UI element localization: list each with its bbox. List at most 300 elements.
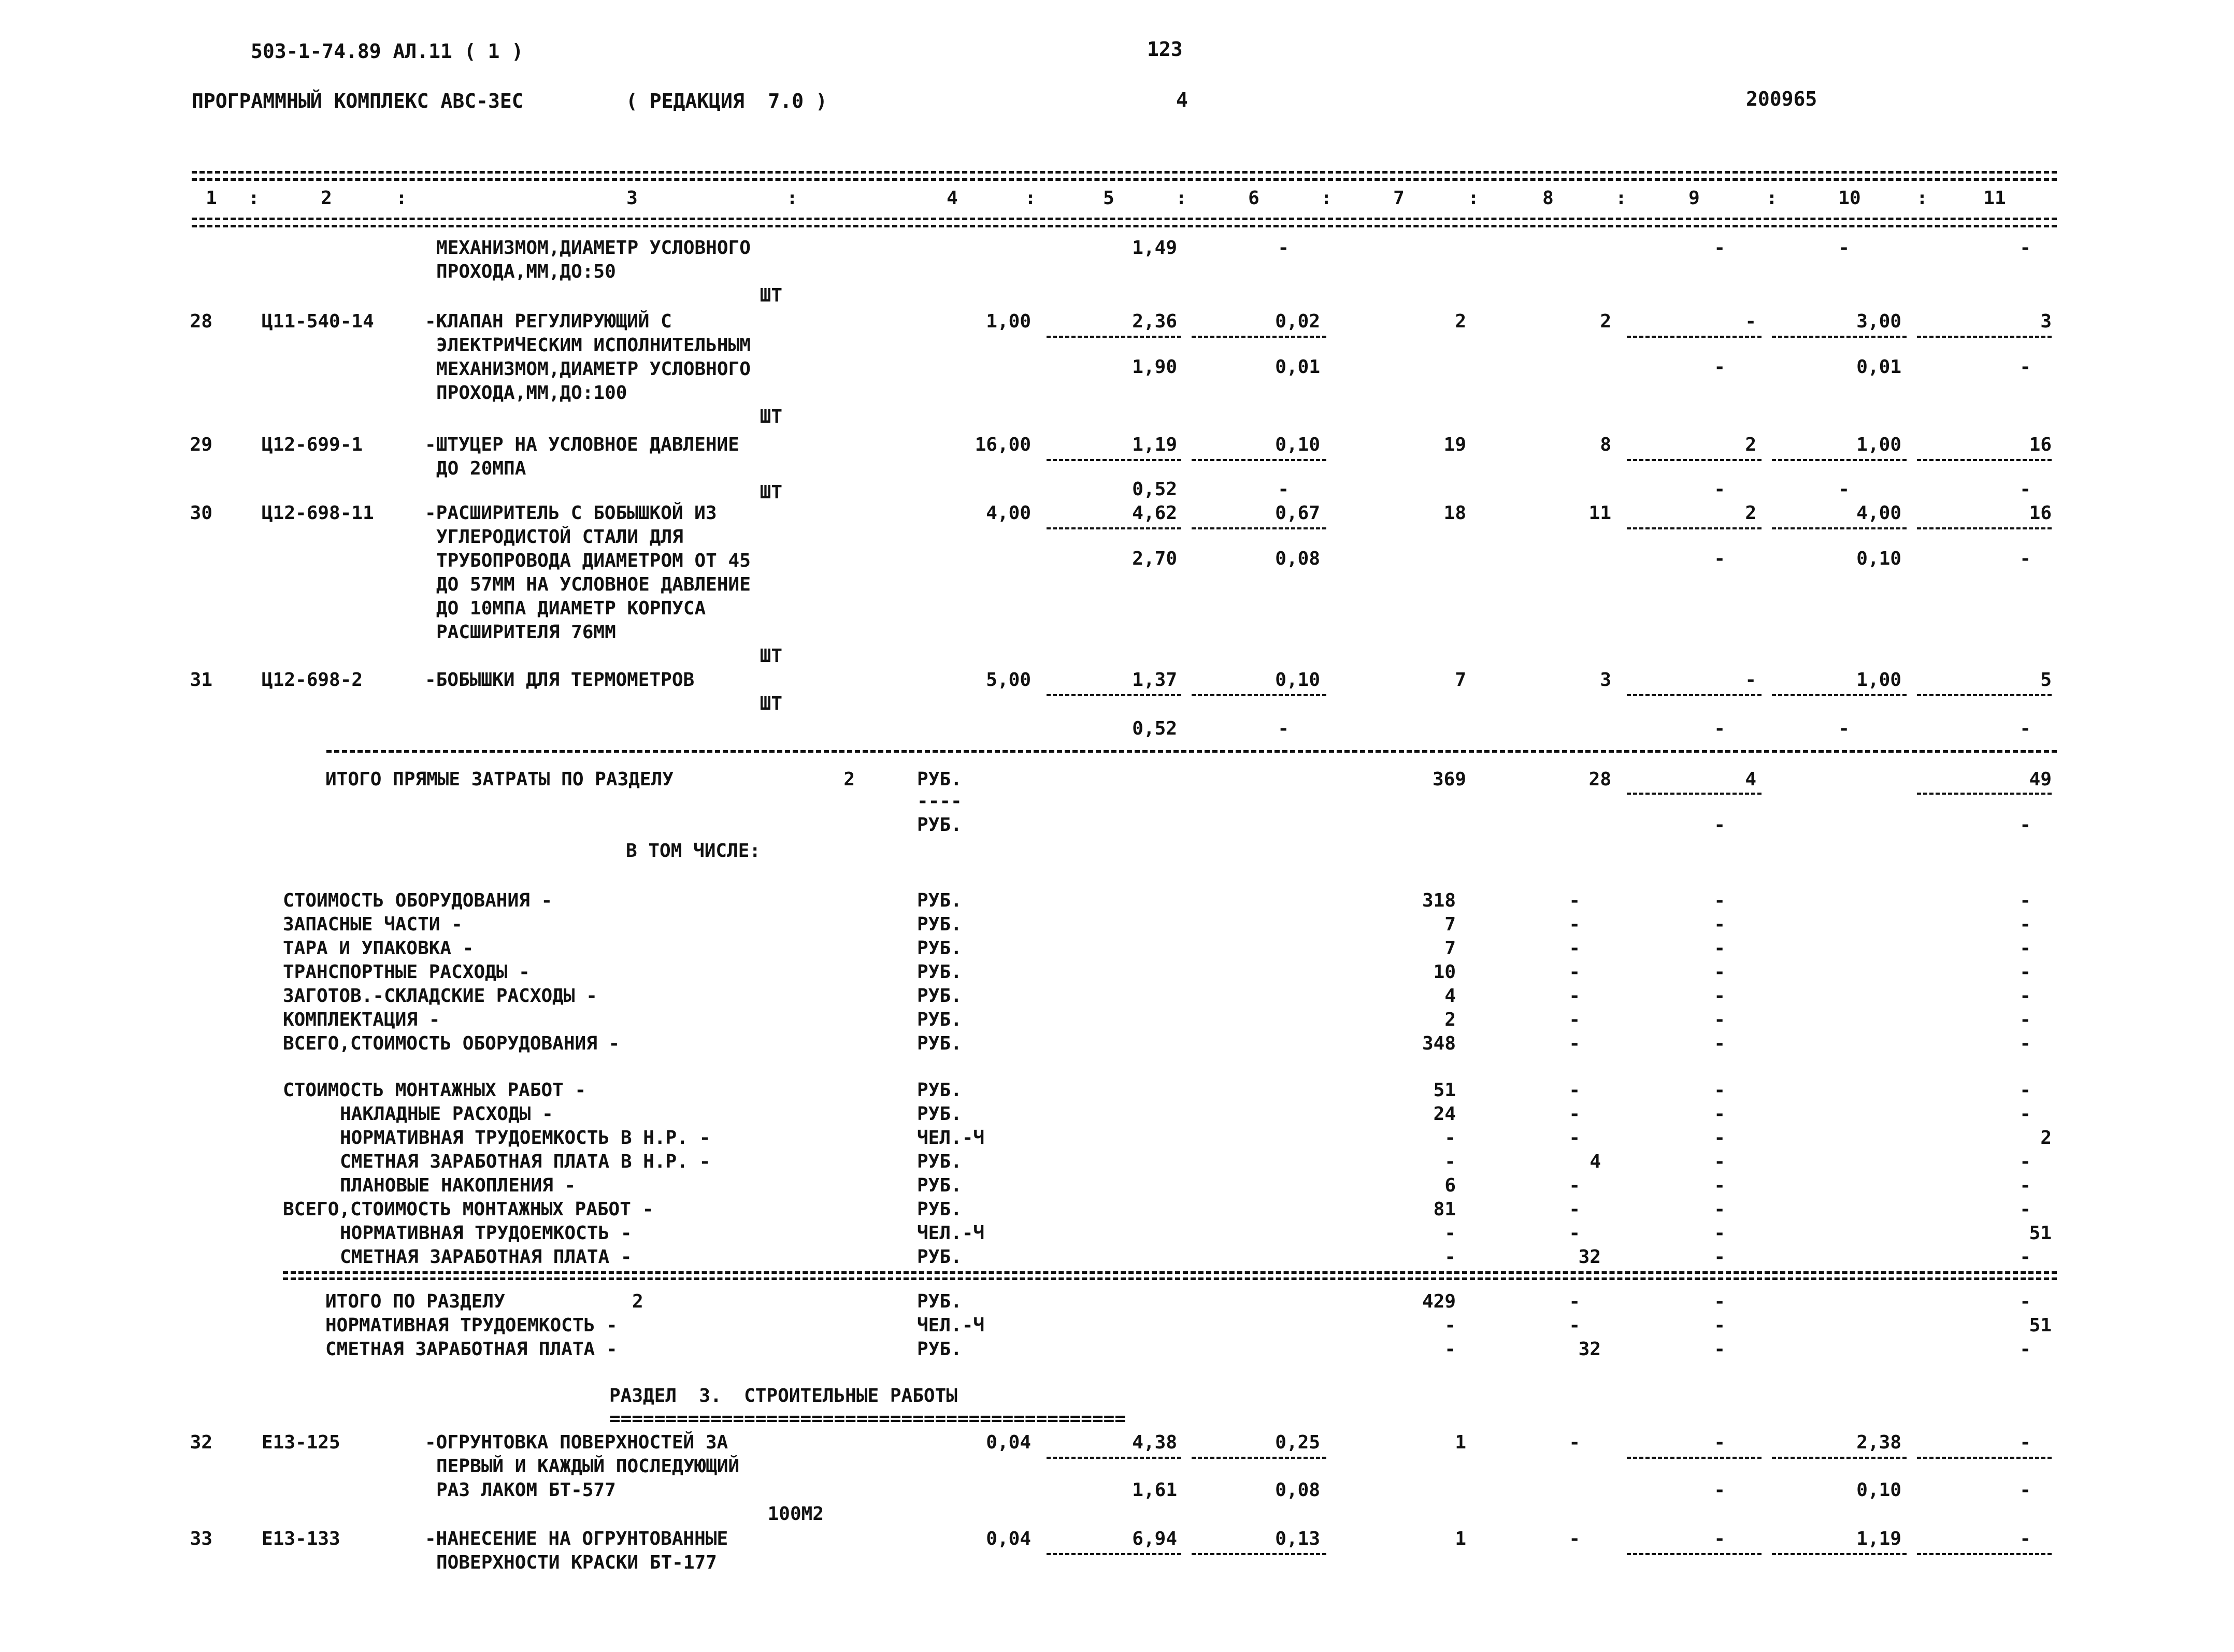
sub-rule-c11 xyxy=(1917,336,2052,338)
column-header-9: 9 xyxy=(1688,188,1700,209)
installation-summary-3-label: СМЕТНАЯ ЗАРАБОТНАЯ ПЛАТА В Н.Р. - xyxy=(340,1151,711,1172)
column-separator: : xyxy=(1468,188,1479,209)
section-total-number: 2 xyxy=(843,769,855,790)
item-4-total-wage: 3 xyxy=(1600,669,1611,691)
equipment-summary-0-col7: 318 xyxy=(1422,890,1456,911)
column-separator: : xyxy=(1025,188,1036,209)
equipment-summary-3-col9: - xyxy=(1714,961,1725,983)
section3-item-0-desc-line: ПЕРВЫЙ И КАЖДЫЙ ПОСЛЕДУЮЩИЙ xyxy=(436,1456,740,1477)
installation-summary-6-col8: - xyxy=(1569,1223,1580,1244)
item-1-quantity: 1,00 xyxy=(986,311,1031,332)
equipment-summary-6-label: ВСЕГО,СТОИМОСТЬ ОБОРУДОВАНИЯ - xyxy=(283,1033,620,1054)
column-header-8: 8 xyxy=(1542,188,1554,209)
header-bottom-rule-2 xyxy=(192,225,2057,227)
section-total-top-rule xyxy=(326,750,2057,753)
final-total-2-label: СМЕТНАЯ ЗАРАБОТНАЯ ПЛАТА - xyxy=(325,1339,618,1360)
item-3-number: 30 xyxy=(190,502,212,524)
item-1-col10: 3,00 xyxy=(1856,311,1901,332)
installation-summary-4-col7: 6 xyxy=(1444,1175,1456,1196)
installation-summary-6-unit: ЧЕЛ.-Ч xyxy=(917,1223,985,1244)
including-label: В ТОМ ЧИСЛЕ: xyxy=(626,840,761,861)
installation-summary-0-label: СТОИМОСТЬ МОНТАЖНЫХ РАБОТ - xyxy=(283,1080,586,1101)
equipment-summary-0-col11: - xyxy=(2020,890,2031,911)
equipment-summary-6-col7: 348 xyxy=(1422,1033,1456,1054)
item-3-unit-cost-total: 4,62 xyxy=(1132,502,1177,524)
installation-summary-4-unit: РУБ. xyxy=(917,1175,962,1196)
equipment-summary-5-unit: РУБ. xyxy=(917,1009,962,1030)
installation-summary-3-col9: - xyxy=(1714,1151,1725,1172)
item-4-col9b: - xyxy=(1714,718,1725,739)
section-total-label: ИТОГО ПРЯМЫЕ ЗАТРАТЫ ПО РАЗДЕЛУ xyxy=(325,769,674,790)
item-0-desc-line: ПРОХОДА,ММ,ДО:50 xyxy=(436,261,616,282)
equipment-summary-6-col11: - xyxy=(2020,1033,2031,1054)
item-1-code: Ц11-540-14 xyxy=(262,311,374,332)
item-1-desc-line: МЕХАНИЗМОМ,ДИАМЕТР УСЛОВНОГО xyxy=(436,358,751,380)
equipment-summary-2-label: ТАРА И УПАКОВКА - xyxy=(283,938,474,959)
column-separator: : xyxy=(396,188,407,209)
column-separator: : xyxy=(1176,188,1187,209)
final-total-1-col7: - xyxy=(1444,1315,1456,1336)
program-edition: ( РЕДАКЦИЯ 7.0 ) xyxy=(626,90,827,112)
section3-item-1-desc-line: -НАНЕСЕНИЕ НА ОГРУНТОВАННЫЕ xyxy=(425,1528,728,1549)
item-1-unit-cost-wage: 0,02 xyxy=(1275,311,1320,332)
equipment-summary-0-col9: - xyxy=(1714,890,1725,911)
section3-item-0-code: Е13-125 xyxy=(262,1432,340,1453)
item-4-col9: - xyxy=(1745,669,1756,691)
equipment-summary-5-col9: - xyxy=(1714,1009,1725,1030)
column-separator: : xyxy=(1615,188,1627,209)
installation-summary-1-unit: РУБ. xyxy=(917,1103,962,1125)
section3-item-1-code: Е13-133 xyxy=(262,1528,340,1549)
column-header-2: 2 xyxy=(321,188,332,209)
equipment-summary-5-col8: - xyxy=(1569,1009,1580,1030)
item-2-code: Ц12-699-1 xyxy=(262,434,363,455)
item-1-desc-line: ЭЛЕКТРИЧЕСКИМ ИСПОЛНИТЕЛЬНЫМ xyxy=(436,335,751,356)
installation-summary-1-col7: 24 xyxy=(1433,1103,1456,1125)
item-0-col10b: - xyxy=(1838,237,1850,258)
final-total-top-rule xyxy=(283,1271,2057,1274)
sub-rule-c9 xyxy=(1627,336,1762,338)
program-name: ПРОГРАММНЫЙ КОМПЛЕКС АВС-3ЕС xyxy=(192,90,524,112)
section-total-col7: 369 xyxy=(1432,769,1466,790)
item-3-col10b: 0,10 xyxy=(1856,548,1901,569)
item-3-machinist-wage: 0,08 xyxy=(1275,548,1320,569)
item-1-col11: 3 xyxy=(2040,311,2052,332)
item-4-machine-cost: 0,52 xyxy=(1132,718,1177,739)
section3-item-1-quantity: 0,04 xyxy=(986,1528,1031,1549)
section3-item-1-unit-cost-total: 6,94 xyxy=(1132,1528,1177,1549)
item-3-quantity: 4,00 xyxy=(986,502,1031,524)
final-total-0-col9: - xyxy=(1714,1291,1725,1312)
item-2-col11: 16 xyxy=(2029,434,2052,455)
item-3-code: Ц12-698-11 xyxy=(262,502,374,524)
equipment-summary-1-label: ЗАПАСНЫЕ ЧАСТИ - xyxy=(283,914,463,935)
item-3-desc-line: УГЛЕРОДИСТОЙ СТАЛИ ДЛЯ xyxy=(436,526,683,548)
installation-summary-0-col7: 51 xyxy=(1433,1080,1456,1101)
column-header-4: 4 xyxy=(947,188,958,209)
equipment-summary-2-col8: - xyxy=(1569,938,1580,959)
sub-rule-c9 xyxy=(1627,527,1762,529)
item-1-total-cost: 2 xyxy=(1455,311,1466,332)
item-2-machinist-wage: - xyxy=(1278,479,1289,500)
final-total-1-col9: - xyxy=(1714,1315,1725,1336)
item-2-col9: 2 xyxy=(1745,434,1756,455)
item-4-total-cost: 7 xyxy=(1455,669,1466,691)
sub-rule-c10 xyxy=(1772,694,1907,696)
equipment-summary-2-col7: 7 xyxy=(1444,938,1456,959)
installation-summary-4-label: ПЛАНОВЫЕ НАКОПЛЕНИЯ - xyxy=(340,1175,576,1196)
section-total-unit-2: РУБ. xyxy=(917,814,962,836)
sub-rule-c10 xyxy=(1772,459,1907,461)
section3-item-1-total-cost: 1 xyxy=(1455,1528,1466,1549)
installation-summary-7-label: СМЕТНАЯ ЗАРАБОТНАЯ ПЛАТА - xyxy=(340,1246,632,1268)
final-total-section-number: 2 xyxy=(632,1291,643,1312)
installation-summary-2-label: НОРМАТИВНАЯ ТРУДОЕМКОСТЬ В Н.Р. - xyxy=(340,1127,711,1148)
sub-rule-c5 xyxy=(1047,694,1181,696)
equipment-summary-1-col8: - xyxy=(1569,914,1580,935)
column-header-7: 7 xyxy=(1393,188,1405,209)
item-3-desc-line: ДО 10МПА ДИАМЕТР КОРПУСА xyxy=(436,598,706,619)
section3-item-0-col9b: - xyxy=(1714,1479,1725,1501)
sub-rule-c11 xyxy=(1917,1457,2052,1459)
column-header-11: 11 xyxy=(1983,188,2006,209)
column-separator: : xyxy=(1916,188,1928,209)
section3-item-0-desc-line: -ОГРУНТОВКА ПОВЕРХНОСТЕЙ ЗА xyxy=(425,1432,728,1453)
final-total-0-label: ИТОГО ПО РАЗДЕЛУ xyxy=(325,1291,505,1312)
item-0-machinist-wage: - xyxy=(1278,237,1289,258)
sub-rule-c6 xyxy=(1192,336,1326,338)
item-3-unit-cost-wage: 0,67 xyxy=(1275,502,1320,524)
final-total-2-col7: - xyxy=(1444,1339,1456,1360)
section3-item-0-col9: - xyxy=(1714,1432,1725,1453)
item-1-total-wage: 2 xyxy=(1600,311,1611,332)
final-total-0-unit: РУБ. xyxy=(917,1291,962,1312)
item-1-desc-line: -КЛАПАН РЕГУЛИРУЮЩИЙ С xyxy=(425,311,672,332)
item-1-desc-line: ПРОХОДА,ММ,ДО:100 xyxy=(436,382,627,404)
item-1-unit-cost-total: 2,36 xyxy=(1132,311,1177,332)
section-3-underline: ============================================== xyxy=(609,1408,1126,1429)
installation-summary-2-col8: - xyxy=(1569,1127,1580,1148)
installation-summary-1-col9: - xyxy=(1714,1103,1725,1125)
equipment-summary-2-col11: - xyxy=(2020,938,2031,959)
equipment-summary-6-unit: РУБ. xyxy=(917,1033,962,1054)
item-3-desc-line: РАСШИРИТЕЛЯ 76ММ xyxy=(436,622,616,643)
equipment-summary-1-col11: - xyxy=(2020,914,2031,935)
item-3-col11: 16 xyxy=(2029,502,2052,524)
final-total-1-col8: - xyxy=(1569,1315,1580,1336)
item-2-quantity: 16,00 xyxy=(975,434,1031,455)
item-3-machine-cost: 2,70 xyxy=(1132,548,1177,569)
equipment-summary-2-unit: РУБ. xyxy=(917,938,962,959)
equipment-summary-6-col8: - xyxy=(1569,1033,1580,1054)
sub-rule-c6 xyxy=(1192,694,1326,696)
installation-summary-7-unit: РУБ. xyxy=(917,1246,962,1268)
column-separator: : xyxy=(1766,188,1778,209)
installation-summary-3-col7: - xyxy=(1444,1151,1456,1172)
sub-rule-c11 xyxy=(1917,793,2052,795)
installation-summary-3-unit: РУБ. xyxy=(917,1151,962,1172)
final-total-0-col7: 429 xyxy=(1422,1291,1456,1312)
item-0-col11b: - xyxy=(2020,237,2031,258)
item-4-col10: 1,00 xyxy=(1856,669,1901,691)
item-3-col9: 2 xyxy=(1745,502,1756,524)
section3-item-0-col10b: 0,10 xyxy=(1856,1479,1901,1501)
installation-summary-4-col8: - xyxy=(1569,1175,1580,1196)
section3-item-0-unit: 100М2 xyxy=(767,1503,824,1525)
equipment-summary-5-col7: 2 xyxy=(1444,1009,1456,1030)
sub-rule-c10 xyxy=(1772,1457,1907,1459)
item-4-code: Ц12-698-2 xyxy=(262,669,363,691)
sub-rule-c9 xyxy=(1627,459,1762,461)
equipment-summary-4-unit: РУБ. xyxy=(917,985,962,1007)
item-2-machine-cost: 0,52 xyxy=(1132,479,1177,500)
sub-rule-c10 xyxy=(1772,1553,1907,1555)
item-2-unit-cost-total: 1,19 xyxy=(1132,434,1177,455)
item-4-desc-line: -БОБЫШКИ ДЛЯ ТЕРМОМЕТРОВ xyxy=(425,669,695,691)
sheet-number: 4 xyxy=(1176,89,1188,111)
item-0-unit: ШТ xyxy=(760,285,782,306)
item-1-col9b: - xyxy=(1714,356,1725,378)
equipment-summary-2-col9: - xyxy=(1714,938,1725,959)
header-bottom-rule xyxy=(192,218,2057,220)
equipment-summary-4-label: ЗАГОТОВ.-СКЛАДСКИЕ РАСХОДЫ - xyxy=(283,985,597,1007)
sub-rule-c9 xyxy=(1627,1457,1762,1459)
item-4-number: 31 xyxy=(190,669,212,691)
installation-summary-6-label: НОРМАТИВНАЯ ТРУДОЕМКОСТЬ - xyxy=(340,1223,632,1244)
item-0-machine-cost: 1,49 xyxy=(1132,237,1177,258)
sub-rule-c11 xyxy=(1917,1553,2052,1555)
final-total-1-unit: ЧЕЛ.-Ч xyxy=(917,1315,985,1336)
installation-summary-6-col7: - xyxy=(1444,1223,1456,1244)
column-separator: : xyxy=(786,188,798,209)
item-2-unit-cost-wage: 0,10 xyxy=(1275,434,1320,455)
item-4-unit-cost-wage: 0,10 xyxy=(1275,669,1320,691)
program-code: 200965 xyxy=(1746,88,1817,110)
item-2-desc-line: -ШТУЦЕР НА УСЛОВНОЕ ДАВЛЕНИЕ xyxy=(425,434,739,455)
final-total-2-col11: - xyxy=(2020,1339,2031,1360)
section-total-unit-dashes: ---- xyxy=(917,791,962,812)
final-total-0-col11: - xyxy=(2020,1291,2031,1312)
sub-rule-c5 xyxy=(1047,527,1181,529)
sub-rule-c5 xyxy=(1047,1553,1181,1555)
item-2-unit: ШТ xyxy=(760,482,782,503)
section3-item-0-col10: 2,38 xyxy=(1856,1432,1901,1453)
sub-rule-c10 xyxy=(1772,527,1907,529)
installation-summary-4-col9: - xyxy=(1714,1175,1725,1196)
sub-rule-c6 xyxy=(1192,527,1326,529)
installation-summary-6-col9: - xyxy=(1714,1223,1725,1244)
table-top-rule-2 xyxy=(192,178,2057,181)
section3-item-0-unit-cost-wage: 0,25 xyxy=(1275,1432,1320,1453)
sub-rule-c11 xyxy=(1917,527,2052,529)
installation-summary-7-col7: - xyxy=(1444,1246,1456,1268)
sub-rule-c5 xyxy=(1047,459,1181,461)
installation-summary-3-col11: - xyxy=(2020,1151,2031,1172)
section3-item-0-col11: - xyxy=(2020,1432,2031,1453)
equipment-summary-4-col9: - xyxy=(1714,985,1725,1007)
table-top-rule xyxy=(192,171,2057,174)
installation-summary-4-col11: - xyxy=(2020,1175,2031,1196)
sub-rule-c9 xyxy=(1627,1553,1762,1555)
item-4-unit: ШТ xyxy=(760,693,782,714)
equipment-summary-4-col8: - xyxy=(1569,985,1580,1007)
final-total-top-rule-2 xyxy=(283,1277,2057,1280)
item-3-col10: 4,00 xyxy=(1856,502,1901,524)
item-1-col10b: 0,01 xyxy=(1856,356,1901,378)
sub-rule-c6 xyxy=(1192,1457,1326,1459)
installation-summary-1-col11: - xyxy=(2020,1103,2031,1125)
item-4-machinist-wage: - xyxy=(1278,718,1289,739)
installation-summary-7-col11: - xyxy=(2020,1246,2031,1268)
section3-item-1-col9: - xyxy=(1714,1528,1725,1549)
installation-summary-5-col11: - xyxy=(2020,1199,2031,1220)
installation-summary-2-col11: 2 xyxy=(2040,1127,2052,1148)
installation-summary-5-unit: РУБ. xyxy=(917,1199,962,1220)
item-2-total-wage: 8 xyxy=(1600,434,1611,455)
item-3-col9b: - xyxy=(1714,548,1725,569)
item-1-unit: ШТ xyxy=(760,406,782,427)
sub-rule-c5 xyxy=(1047,1457,1181,1459)
section-total-col9b: - xyxy=(1714,814,1725,836)
installation-summary-2-col7: - xyxy=(1444,1127,1456,1148)
section-total-col8: 28 xyxy=(1588,769,1611,790)
sub-rule-c10 xyxy=(1772,336,1907,338)
installation-summary-0-unit: РУБ. xyxy=(917,1080,962,1101)
column-header-1: 1 xyxy=(206,188,217,209)
installation-summary-7-col9: - xyxy=(1714,1246,1725,1268)
sub-rule-c9 xyxy=(1627,694,1762,696)
installation-summary-5-col9: - xyxy=(1714,1199,1725,1220)
column-separator: : xyxy=(248,188,260,209)
section3-item-0-total-cost: 1 xyxy=(1455,1432,1466,1453)
final-total-2-col8: 32 xyxy=(1578,1339,1601,1360)
column-header-5: 5 xyxy=(1103,188,1114,209)
section3-item-1-number: 33 xyxy=(190,1528,212,1549)
section3-item-1-col11: - xyxy=(2020,1528,2031,1549)
equipment-summary-5-col11: - xyxy=(2020,1009,2031,1030)
section3-item-0-col11b: - xyxy=(2020,1479,2031,1501)
installation-summary-2-col9: - xyxy=(1714,1127,1725,1148)
page-number: 123 xyxy=(1147,38,1183,61)
item-2-col10b: - xyxy=(1838,479,1850,500)
equipment-summary-0-label: СТОИМОСТЬ ОБОРУДОВАНИЯ - xyxy=(283,890,553,911)
column-header-3: 3 xyxy=(626,188,638,209)
installation-summary-3-col8: 4 xyxy=(1589,1151,1601,1172)
sub-rule-c11 xyxy=(1917,459,2052,461)
equipment-summary-4-col7: 4 xyxy=(1444,985,1456,1007)
section3-item-0-machinist-wage: 0,08 xyxy=(1275,1479,1320,1501)
column-header-10: 10 xyxy=(1838,188,1861,209)
section3-item-0-machine-cost: 1,61 xyxy=(1132,1479,1177,1501)
item-4-col11b: - xyxy=(2020,718,2031,739)
section3-item-0-unit-cost-total: 4,38 xyxy=(1132,1432,1177,1453)
installation-summary-1-label: НАКЛАДНЫЕ РАСХОДЫ - xyxy=(340,1103,553,1125)
section-total-unit: РУБ. xyxy=(917,769,962,790)
installation-summary-5-col7: 81 xyxy=(1433,1199,1456,1220)
item-1-col11b: - xyxy=(2020,356,2031,378)
section-total-col11b: - xyxy=(2020,814,2031,836)
sub-rule-c6 xyxy=(1192,1553,1326,1555)
equipment-summary-4-col11: - xyxy=(2020,985,2031,1007)
equipment-summary-3-label: ТРАНСПОРТНЫЕ РАСХОДЫ - xyxy=(283,961,530,983)
item-2-desc-line: ДО 20МПА xyxy=(436,458,526,479)
section3-item-1-unit-cost-wage: 0,13 xyxy=(1275,1528,1320,1549)
item-4-quantity: 5,00 xyxy=(986,669,1031,691)
sub-rule-c5 xyxy=(1047,336,1181,338)
section-3-title: РАЗДЕЛ 3. СТРОИТЕЛЬНЫЕ РАБОТЫ xyxy=(609,1385,957,1406)
item-0-col9b: - xyxy=(1714,237,1725,258)
equipment-summary-3-col8: - xyxy=(1569,961,1580,983)
equipment-summary-3-unit: РУБ. xyxy=(917,961,962,983)
section3-item-1-col10: 1,19 xyxy=(1856,1528,1901,1549)
section3-item-0-desc-line: РАЗ ЛАКОМ БТ-577 xyxy=(436,1479,616,1501)
final-total-1-col11: 51 xyxy=(2029,1315,2052,1336)
final-total-0-col8: - xyxy=(1569,1291,1580,1312)
sub-rule-c11 xyxy=(1917,694,2052,696)
item-2-total-cost: 19 xyxy=(1443,434,1466,455)
equipment-summary-0-col8: - xyxy=(1569,890,1580,911)
item-3-desc-line: ТРУБОПРОВОДА ДИАМЕТРОМ ОТ 45 xyxy=(436,550,751,571)
equipment-summary-1-unit: РУБ. xyxy=(917,914,962,935)
section3-item-0-quantity: 0,04 xyxy=(986,1432,1031,1453)
section-total-col9: 4 xyxy=(1745,769,1756,790)
doc-code: 503-1-74.89 АЛ.11 ( 1 ) xyxy=(251,40,524,63)
item-2-col9b: - xyxy=(1714,479,1725,500)
item-3-desc-line: ДО 57ММ НА УСЛОВНОЕ ДАВЛЕНИЕ xyxy=(436,574,751,595)
final-total-2-unit: РУБ. xyxy=(917,1339,962,1360)
installation-summary-0-col8: - xyxy=(1569,1080,1580,1101)
item-4-col10b: - xyxy=(1838,718,1850,739)
item-2-col11b: - xyxy=(2020,479,2031,500)
equipment-summary-3-col7: 10 xyxy=(1433,961,1456,983)
section3-item-0-total-wage: - xyxy=(1569,1432,1580,1453)
item-3-col11b: - xyxy=(2020,548,2031,569)
equipment-summary-0-unit: РУБ. xyxy=(917,890,962,911)
final-total-1-label: НОРМАТИВНАЯ ТРУДОЕМКОСТЬ - xyxy=(325,1315,618,1336)
installation-summary-0-col11: - xyxy=(2020,1080,2031,1101)
section-total-col11: 49 xyxy=(2029,769,2052,790)
equipment-summary-1-col7: 7 xyxy=(1444,914,1456,935)
equipment-summary-5-label: КОМПЛЕКТАЦИЯ - xyxy=(283,1009,440,1030)
installation-summary-5-label: ВСЕГО,СТОИМОСТЬ МОНТАЖНЫХ РАБОТ - xyxy=(283,1199,654,1220)
final-total-2-col9: - xyxy=(1714,1339,1725,1360)
equipment-summary-6-col9: - xyxy=(1714,1033,1725,1054)
sub-rule-c9 xyxy=(1627,793,1762,795)
section3-item-0-number: 32 xyxy=(190,1432,212,1453)
installation-summary-0-col9: - xyxy=(1714,1080,1725,1101)
item-3-total-cost: 18 xyxy=(1443,502,1466,524)
item-2-number: 29 xyxy=(190,434,212,455)
item-3-unit: ШТ xyxy=(760,645,782,667)
installation-summary-1-col8: - xyxy=(1569,1103,1580,1125)
section3-item-1-desc-line: ПОВЕРХНОСТИ КРАСКИ БТ-177 xyxy=(436,1552,717,1573)
item-1-machinist-wage: 0,01 xyxy=(1275,356,1320,378)
column-separator: : xyxy=(1321,188,1332,209)
installation-summary-6-col11: 51 xyxy=(2029,1223,2052,1244)
section3-item-1-total-wage: - xyxy=(1569,1528,1580,1549)
equipment-summary-3-col11: - xyxy=(2020,961,2031,983)
item-4-unit-cost-total: 1,37 xyxy=(1132,669,1177,691)
item-1-col9: - xyxy=(1745,311,1756,332)
column-header-6: 6 xyxy=(1248,188,1259,209)
item-1-number: 28 xyxy=(190,311,212,332)
installation-summary-5-col8: - xyxy=(1569,1199,1580,1220)
item-4-col11: 5 xyxy=(2040,669,2052,691)
installation-summary-2-unit: ЧЕЛ.-Ч xyxy=(917,1127,985,1148)
installation-summary-7-col8: 32 xyxy=(1578,1246,1601,1268)
item-2-col10: 1,00 xyxy=(1856,434,1901,455)
item-1-machine-cost: 1,90 xyxy=(1132,356,1177,378)
